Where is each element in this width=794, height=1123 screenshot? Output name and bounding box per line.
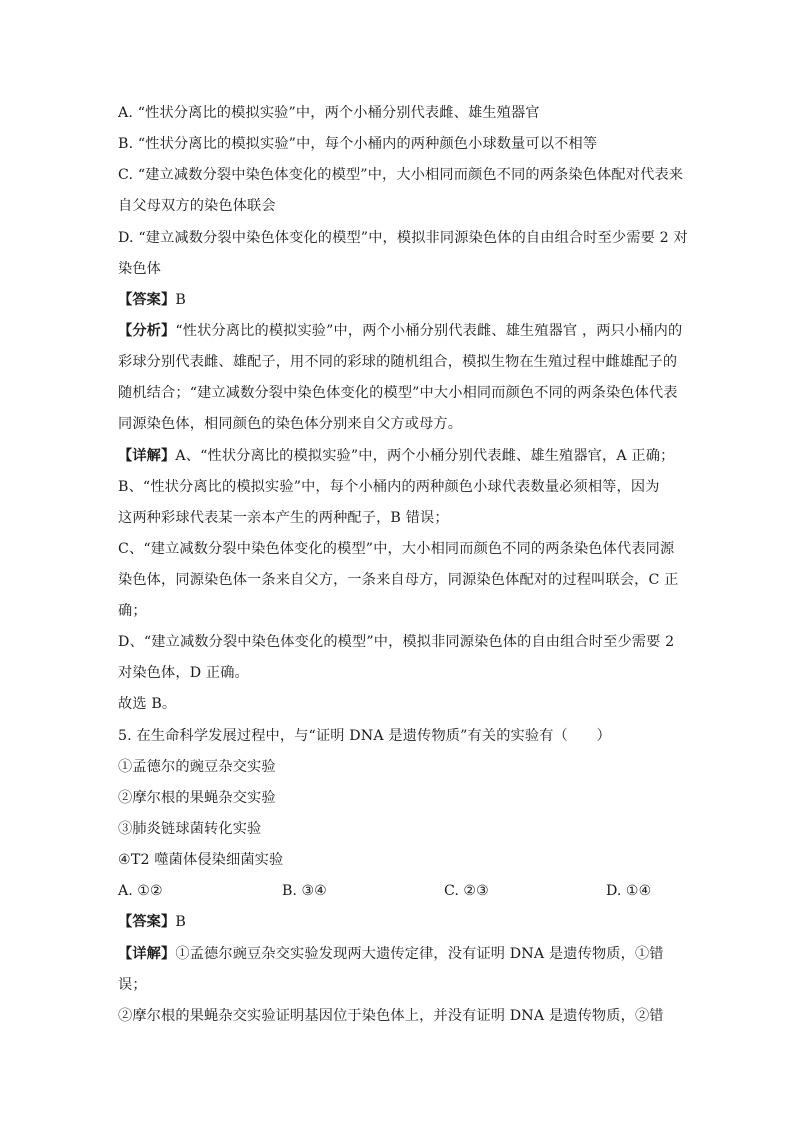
q4-analysis-line3: 随机结合；“建立减数分裂中染色体变化的模型”中大小相同而颜色不同的两条染色体代表: [118, 385, 678, 401]
q4-detail-line5: 染色体，同源染色体一条来自父方，一条来自母方，同源染色体配对的过程叫联会，C 正: [118, 572, 679, 588]
q4-detail-line1: [118, 446, 674, 466]
q4-answer: [118, 290, 186, 310]
q5-stem: 5. 在生命科学发展过程中，与“证明 DNA 是遗传物质”有关的实验有（ ）: [118, 728, 611, 744]
q4-option-d-line2: 染色体: [118, 261, 162, 277]
q4-detail-line6: 确；: [118, 603, 147, 619]
answer-tag: 【答案】: [118, 292, 176, 308]
q4-option-c-line2: 自父母双方的染色体联会: [118, 198, 276, 214]
q4-option-a: A. “性状分离比的模拟实验”中，两个小桶分别代表雌、雄生殖器官: [118, 105, 540, 121]
q4-conclusion: 故选 B。: [118, 696, 177, 712]
q5-item-3: ③肺炎链球菌转化实验: [118, 821, 262, 837]
q4-analysis-line1: [118, 321, 682, 341]
q4-option-c-line1: C. “建立减数分裂中染色体变化的模型”中，大小相同而颜色不同的两条染色体配对代表来: [118, 167, 684, 183]
q4-analysis-line4: 同源染色体，相同颜色的染色体分别来自父方或母方。: [118, 416, 463, 432]
q4-detail-line2: B、“性状分离比的模拟实验”中，每个小桶内的两种颜色小球代表数量必须相等，因为: [118, 479, 660, 495]
q5-item-4: ④T2 噬菌体侵染细菌实验: [118, 852, 284, 868]
q5-detail-line1: [118, 944, 664, 964]
q5-item-1: ①孟德尔的豌豆杂交实验: [118, 759, 276, 775]
q5-detail-line2: 误；: [118, 977, 147, 993]
answer-value: B: [175, 292, 186, 308]
detail-text: A、“性状分离比的模拟实验”中，两个小桶分别代表雌、雄生殖器官，A 正确；: [175, 448, 675, 464]
q4-detail-line8: 对染色体，D 正确。: [118, 665, 249, 681]
q5-choice-c: C. ②③: [444, 883, 489, 899]
q5-choice-a: A. ①②: [118, 883, 163, 899]
detail-tag: 【详解】: [118, 946, 176, 962]
q4-detail-line7: D、“建立减数分裂中染色体变化的模型”中，模拟非同源染色体的自由组合时至少需要 2: [118, 634, 675, 650]
detail-tag: 【详解】: [118, 448, 176, 464]
q4-detail-line4: C、“建立减数分裂中染色体变化的模型”中，大小相同而颜色不同的两条染色体代表同源: [118, 541, 675, 557]
q5-choice-b: B. ③④: [282, 883, 327, 899]
q4-option-b: B. “性状分离比的模拟实验”中，每个小桶内的两种颜色小球数量可以不相等: [118, 136, 598, 152]
answer-tag: 【答案】: [118, 914, 176, 930]
q5-detail-line3: ②摩尔根的果蝇杂交实验证明基因位于染色体上，并没有证明 DNA 是遗传物质，②错: [118, 1008, 664, 1024]
analysis-tag: 【分析】: [118, 323, 176, 339]
q5-answer: [118, 912, 186, 932]
analysis-text: “性状分离比的模拟实验”中，两个小桶分别代表雌、雄生殖器官 ，两只小桶内的: [175, 323, 683, 339]
q5-item-2: ②摩尔根的果蝇杂交实验: [118, 790, 276, 806]
q4-detail-line3: 这两种彩球代表某一亲本产生的两种配子，B 错误；: [118, 510, 449, 526]
q4-option-d-line1: D. “建立减数分裂中染色体变化的模型”中，模拟非同源染色体的自由组合时至少需要 2 对: [118, 230, 688, 246]
q5-choice-d: D. ①④: [606, 883, 652, 899]
detail-text: ①孟德尔豌豆杂交实验发现两大遗传定律，没有证明 DNA 是遗传物质，①错: [175, 946, 664, 962]
answer-value: B: [175, 914, 186, 930]
q4-analysis-line2: 彩球分别代表雌、雄配子，用不同的彩球的随机组合，模拟生物在生殖过程中雌雄配子的: [118, 354, 678, 370]
